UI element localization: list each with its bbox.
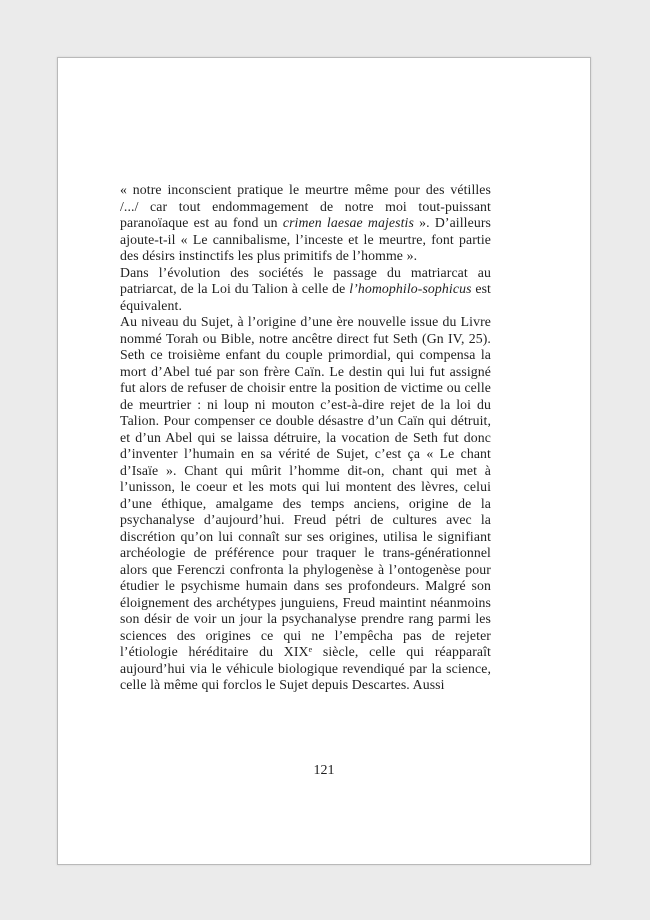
book-page — [57, 57, 591, 865]
page-number: 121 — [313, 763, 335, 778]
italic-text-run: crimen laesae majestis — [282, 215, 414, 230]
paragraph — [120, 314, 491, 694]
text-run: Au niveau du Sujet, à l’origine d’une ère nouvelle issue du Livre nommé Torah ou Bible, notre ancêtre direct fut Seth (Gn IV, 25). Seth ce troisième enfant du couple primordial, qui compensa la mort d’Abel tué par son frère Caïn. Le destin qui lui fut assigné fut alors de refuser de choisir entre la position de victime ou celle de meurtrier : ni loup ni mouton c’est-à-dire rejet de la loi du Talion. Pour compenser ce double désastre d’un Caïn qui détruit, et d’un Abel qui se laissa détruire, la vocation de Seth fut donc d’inventer l’humain en sa vérité de Sujet, c’est ça « Le chant d’Isaïe ». Chant qui mûrit l’homme dit-on, chant qui met à l’unisson, le coeur et les mots qui lui montent des lèvres, celui d’une éthique, amalgame des temps anciens, origine de la psychanalyse d’aujourd’hui. Freud pétri de cultures avec la discrétion qu’on lui connaît sur ses origines, utilisa le signifiant archéologie de préférence pour traquer le trans-générationnel alors que Ferenczi confronta la phylogenèse à l’ontogenèse pour étudier le psychisme humain dans ses profondeurs. Malgré son éloignement des archétypes junguiens, Freud maintint néanmoins son désir de voir un jour la psychanalyse prendre rang parmi les sciences des origines ce qui ne l’empêcha pas de rejeter l’étiologie héréditaire du XIXᵉ siècle, celle qui réapparaît aujourd’hui via le véhicule biologique revendiqué par la science, celle là même qui forclos le Sujet depuis Descartes. Aussi — [120, 314, 491, 692]
paragraph — [120, 265, 491, 315]
paragraph — [120, 182, 491, 265]
text-block — [120, 182, 491, 694]
italic-text-run: l’homophilo-sophicus — [349, 281, 472, 296]
text-run: est équivalent. — [120, 281, 491, 313]
text-run: « notre inconscient pratique le meurtre même pour des vétilles /.../ car tout endommagement de notre moi tout-puissant paranoïaque est au fond un — [120, 182, 491, 230]
text-run: Dans l’évolution des sociétés le passage du matriarcat au patriarcat, de la Loi du Talion à celle de — [120, 264, 491, 296]
text-run: ». D’ailleurs ajoute-t-il « Le cannibalisme, l’inceste et le meurtre, font partie des désirs instinctifs les plus primitifs de l’homme ». — [120, 215, 491, 263]
